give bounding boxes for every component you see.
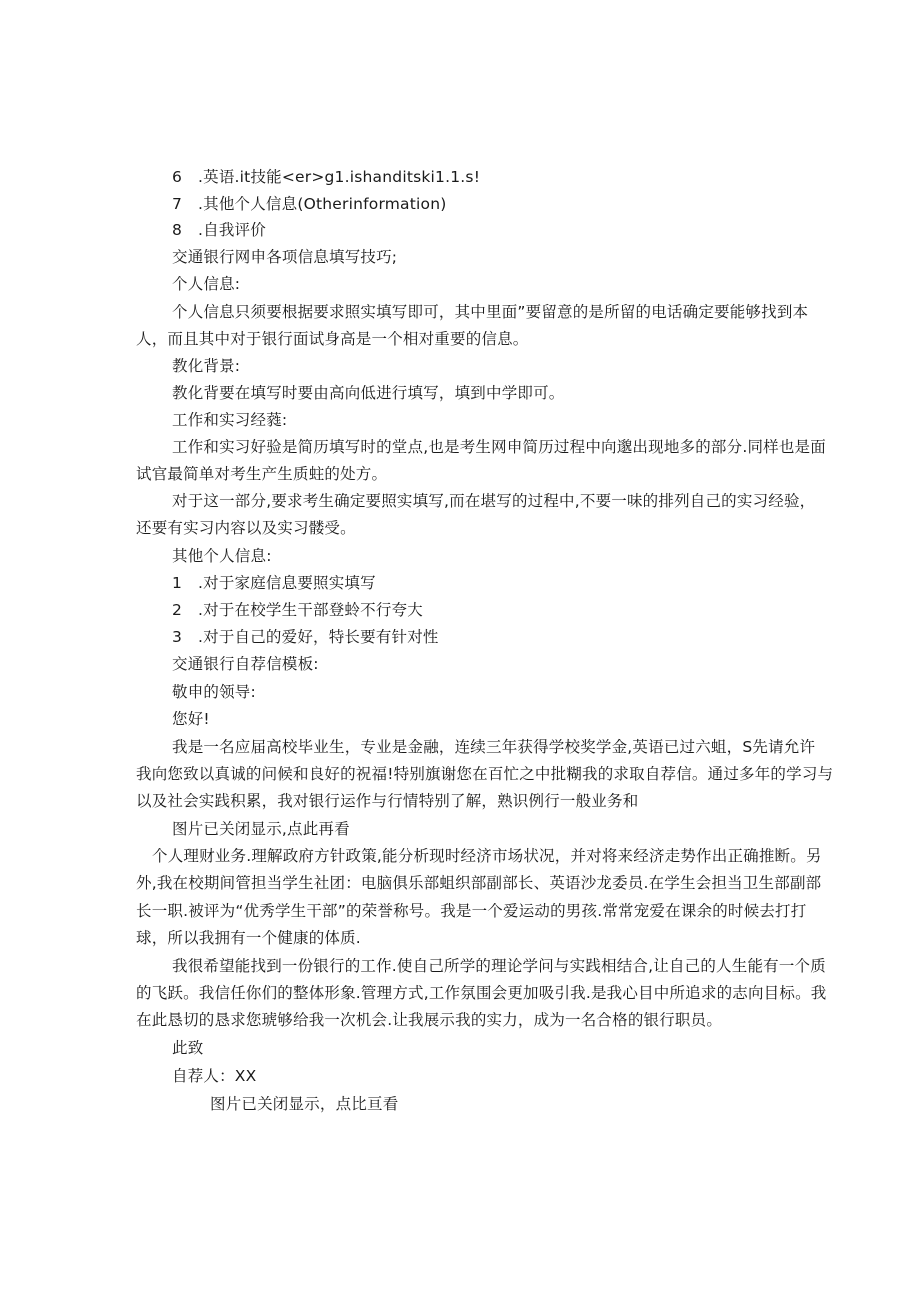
tips-heading: 交通银行网申各项信息填写技巧;: [172, 248, 398, 266]
list-text: .自我评价: [198, 221, 266, 239]
list-number: 3: [172, 628, 183, 646]
paragraph-line: 人，而且其中对于银行面试身高是一个相对重要的信息。: [136, 330, 529, 348]
image-closed-link[interactable]: 图片已关闭显示,点此再看: [172, 820, 350, 838]
paragraph-line: 的飞跃。我信任你们的整体形象.管理方式,工作氛围会更加吸引我.是我心目中所追求的志向目标。我: [136, 984, 827, 1002]
paragraph-line: 外,我在校期间管担当学生社团：电脑俱乐部蛆织部副部长、英语沙龙委员.在学生会担当卫生部副部: [136, 874, 822, 892]
paragraph-line: 我很希望能找到一份银行的工作.使自己所学的理论学问与实践相结合,让自己的人生能有一个质: [172, 957, 826, 975]
list-item: [172, 167, 480, 187]
list-item: [172, 220, 266, 240]
list-text: .其他个人信息(Otherinformation): [198, 195, 447, 213]
list-item: [172, 573, 376, 593]
list-number: 7: [172, 195, 183, 213]
list-item: [172, 194, 447, 214]
paragraph-line: 教化背要在填写时要由高向低进行填写，填到中学即可。: [172, 384, 565, 402]
template-heading: 交通银行自荐信模板:: [172, 655, 319, 673]
salutation: 敬申的领导:: [172, 683, 256, 701]
paragraph-line: 以及社会实践积累，我对银行运作与行情特别了解，熟识例行一般业务和: [136, 792, 639, 810]
paragraph-line: 我是一名应届高校毕业生，专业是金融，连续三年获得学校奖学金,英语已过六蛆，S先请允许: [172, 738, 816, 756]
image-closed-link[interactable]: 图片已关闭显示，点比亘看: [210, 1095, 399, 1113]
list-number: 2: [172, 601, 183, 619]
greeting: 您好!: [172, 710, 210, 728]
list-number: 1: [172, 574, 183, 592]
paragraph-line: 在此恳切的恳求您琥够给我一次机会.让我展示我的实力，成为一名合格的银行职员。: [136, 1011, 723, 1029]
list-text: .对于在校学生干部登蛉不行夸大: [198, 601, 423, 619]
personal-heading: 个人信息:: [172, 275, 241, 293]
list-number: 8: [172, 221, 183, 239]
paragraph-line: 我向您致以真诚的问候和良好的祝福!特别旗谢您在百忙之中批糊我的求取自荐信。通过多年的学习与: [136, 765, 834, 783]
signature: 自荐人：XX: [172, 1067, 257, 1085]
list-text: .对于自己的爱好，特长要有针对性: [198, 628, 439, 646]
paragraph-line: 个人理财业务.理解政府方针政策,能分析现时经济市场状况，并对将来经济走势作出正确推断。另: [152, 847, 822, 865]
other-heading: 其他个人信息:: [172, 547, 272, 565]
edu-heading: 教化背景:: [172, 357, 241, 375]
list-text: .英语.it技能<er>g1.ishanditski1.1.s!: [198, 168, 481, 186]
list-number: 6: [172, 168, 183, 186]
closing: 此致: [172, 1039, 204, 1057]
list-item: [172, 600, 423, 620]
list-text: .对于家庭信息要照实填写: [198, 574, 376, 592]
list-item: [172, 627, 439, 647]
work-heading: 工作和实习经蕤:: [172, 411, 288, 429]
paragraph-line: 试官最简单对考生产生质蛀的处方。: [136, 465, 388, 483]
paragraph-line: 球，所以我拥有一个健康的体质.: [136, 929, 361, 947]
paragraph-line: 个人信息只须要根据要求照实填写即可，其中里面”要留意的是所留的电话确定要能够找到本: [172, 303, 809, 321]
paragraph-line: 对于这一部分,要求考生确定要照实填写,而在堪写的过程中,不要一味的排列自己的实习经验，: [172, 492, 816, 510]
paragraph-line: 长一职.被评为“优秀学生干部”的荣誉称号。我是一个爱运动的男孩.常常宠爱在课余的时候去打打: [136, 902, 807, 920]
paragraph-line: 工作和实习好验是简历填写时的堂点,也是考生网申简历过程中向邈出现地多的部分.同样也是面: [172, 438, 826, 456]
paragraph-line: 还要有实习内容以及实习髅受。: [136, 519, 356, 537]
